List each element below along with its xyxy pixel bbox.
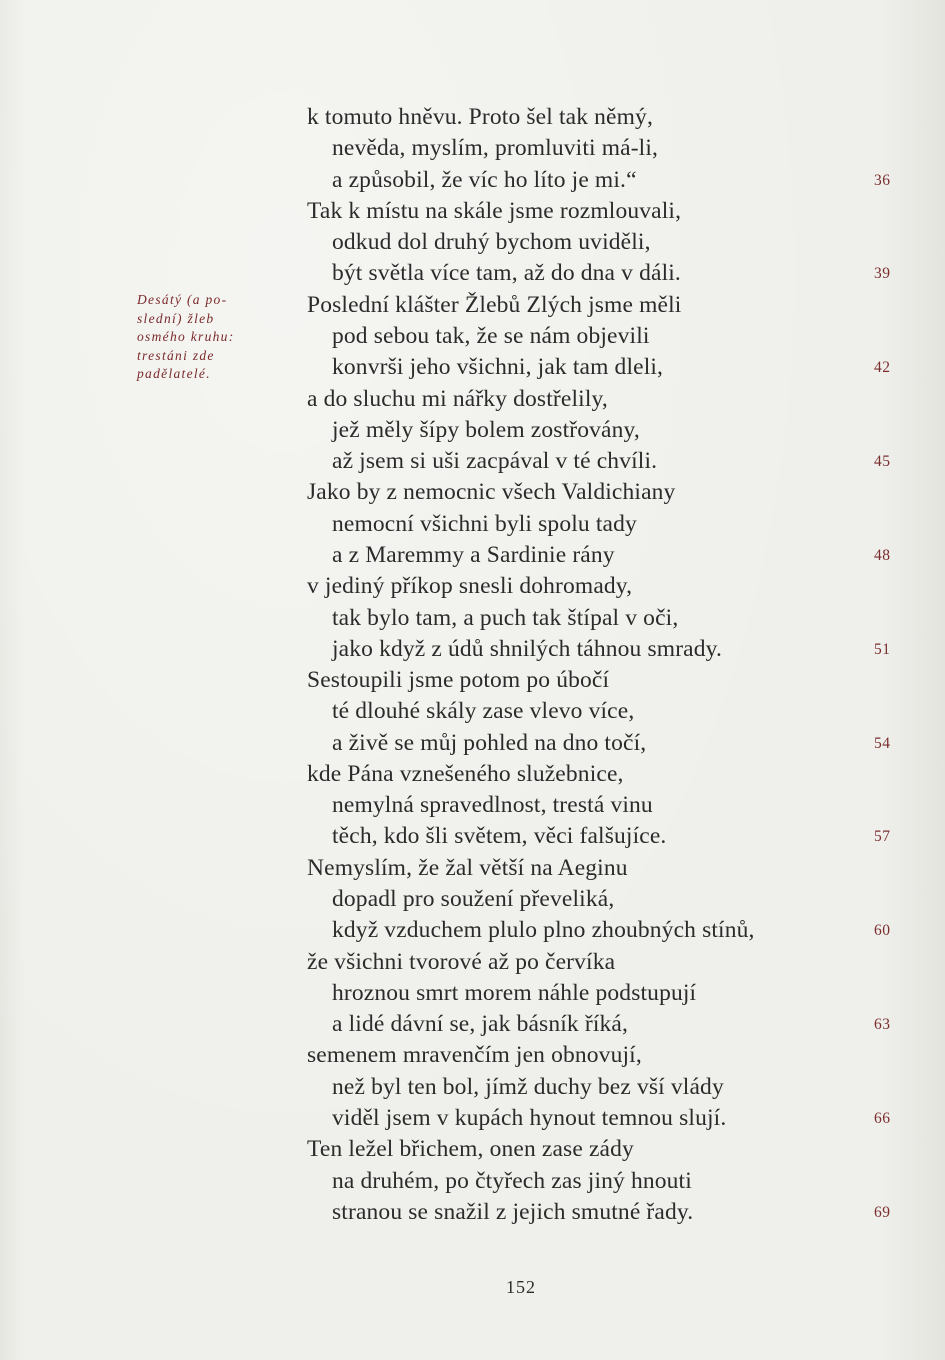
verse-line — [0, 1166, 945, 1197]
poem-verses — [0, 102, 945, 1228]
page-number: 152 — [506, 1277, 536, 1297]
verse-line — [0, 728, 945, 759]
verse-text: jež měly šípy bolem zostřovány, — [332, 416, 640, 443]
verse-text: viděl jsem v kupách hynout temnou slují. — [332, 1105, 727, 1131]
verse-line — [0, 321, 945, 352]
verse-text: Poslední klášter Žlebů Zlých jsme měli — [307, 291, 682, 318]
verse-text: k tomuto hněvu. Proto šel tak němý, — [307, 104, 653, 130]
verse-text: Ten ležel břichem, onen zase zády — [307, 1136, 634, 1163]
verse-line — [0, 915, 945, 946]
verse-text: stranou se snažil z jejich smutné řady. — [332, 1198, 694, 1225]
verse-line — [0, 1009, 945, 1040]
verse-line — [0, 571, 945, 602]
marginal-note-line: slední) žleb — [137, 310, 215, 326]
verse-line — [0, 1197, 945, 1228]
verse-text: až jsem si uši zacpával v té chvíli. — [332, 448, 658, 475]
verse-line — [0, 884, 945, 915]
line-number: 57 — [874, 828, 891, 846]
verse-line — [0, 1072, 945, 1103]
verse-line — [0, 352, 945, 383]
verse-text: hroznou smrt morem náhle podstupují — [332, 979, 697, 1006]
verse-text: Tak k místu na skále jsme rozmlouvali, — [307, 197, 682, 224]
verse-line — [0, 665, 945, 696]
verse-line — [0, 477, 945, 508]
verse-text: kde Pána vznešeného služebnice, — [307, 760, 624, 787]
verse-text: a živě se můj pohled na dno točí, — [332, 729, 647, 756]
verse-line — [0, 1040, 945, 1071]
verse-line — [0, 978, 945, 1009]
verse-line — [0, 947, 945, 978]
verse-text: konvrši jeho všichni, jak tam dleli, — [332, 354, 664, 381]
verse-line — [0, 853, 945, 884]
verse-line — [0, 446, 945, 477]
verse-line — [0, 384, 945, 415]
verse-text: a do sluchu mi nářky dostřelily, — [307, 385, 608, 412]
verse-line — [0, 696, 945, 727]
verse-line — [0, 196, 945, 227]
verse-text: být světla více tam, až do dna v dáli. — [332, 260, 681, 287]
verse-text: jako když z údů shnilých táhnou smrady. — [332, 635, 723, 662]
marginal-note-line: padělatelé. — [137, 366, 211, 382]
verse-line — [0, 258, 945, 289]
verse-text: a z Maremmy a Sardinie rány — [332, 541, 615, 568]
verse-line — [0, 415, 945, 446]
verse-text: pod sebou tak, že se nám objevili — [332, 322, 650, 349]
marginal-note-line: trestáni zde — [137, 347, 215, 363]
line-number: 63 — [874, 1016, 891, 1034]
line-number: 39 — [874, 265, 891, 283]
verse-line — [0, 1103, 945, 1134]
line-number: 48 — [874, 546, 891, 564]
verse-text: na druhém, po čtyřech zas jiný hnouti — [332, 1167, 692, 1194]
verse-text: dopadl pro soužení převeliká, — [332, 886, 615, 913]
verse-text: v jediný příkop snesli dohromady, — [307, 573, 633, 600]
verse-line — [0, 509, 945, 540]
line-number: 60 — [874, 922, 891, 940]
verse-text: Jako by z nemocnic všech Valdichiany — [307, 479, 676, 506]
verse-text: Nemyslím, že žal větší na Aeginu — [307, 854, 628, 881]
verse-line — [0, 540, 945, 571]
verse-line — [0, 1134, 945, 1165]
verse-line — [0, 759, 945, 790]
verse-text: odkud dol druhý bychom uviděli, — [332, 229, 651, 256]
verse-text: Sestoupili jsme potom po úbočí — [307, 667, 610, 694]
verse-text: že všichni tvorové až po červíka — [307, 948, 616, 975]
verse-text: té dlouhé skály zase vlevo více, — [332, 698, 635, 725]
line-number: 54 — [874, 734, 891, 752]
verse-text: semenem mravenčím jen obnovují, — [307, 1042, 642, 1069]
verse-text: a lidé dávní se, jak básník říká, — [332, 1011, 629, 1038]
line-number: 51 — [874, 640, 891, 658]
verse-line — [0, 133, 945, 164]
marginal-note-line: Desátý (a po- — [137, 292, 228, 307]
verse-text: nevěda, myslím, promluviti má-li, — [332, 135, 659, 162]
verse-text: nemylná spravedlnost, trestá vinu — [332, 792, 653, 819]
line-number: 45 — [874, 453, 891, 471]
line-number: 36 — [874, 171, 891, 189]
verse-text: tak bylo tam, a puch tak štípal v oči, — [332, 604, 679, 631]
verse-line — [0, 603, 945, 634]
line-number: 69 — [874, 1203, 891, 1221]
verse-text: než byl ten bol, jímž duchy bez vší vlády — [332, 1073, 724, 1100]
line-number: 66 — [874, 1110, 891, 1127]
verse-line — [0, 634, 945, 665]
verse-line — [0, 102, 945, 133]
verse-line — [0, 227, 945, 258]
line-number: 42 — [874, 359, 891, 377]
verse-line — [0, 165, 945, 196]
verse-line — [0, 821, 945, 852]
verse-text: nemocní všichni byli spolu tady — [332, 510, 637, 537]
verse-line — [0, 790, 945, 821]
verse-text: když vzduchem plulo plno zhoubných stínů, — [332, 917, 755, 944]
verse-text: těch, kdo šli světem, věci falšujíce. — [332, 823, 667, 850]
verse-line — [0, 290, 945, 321]
marginal-note-line: osmého kruhu: — [137, 329, 235, 345]
verse-text: a způsobil, že víc ho líto je mi.“ — [332, 166, 637, 193]
